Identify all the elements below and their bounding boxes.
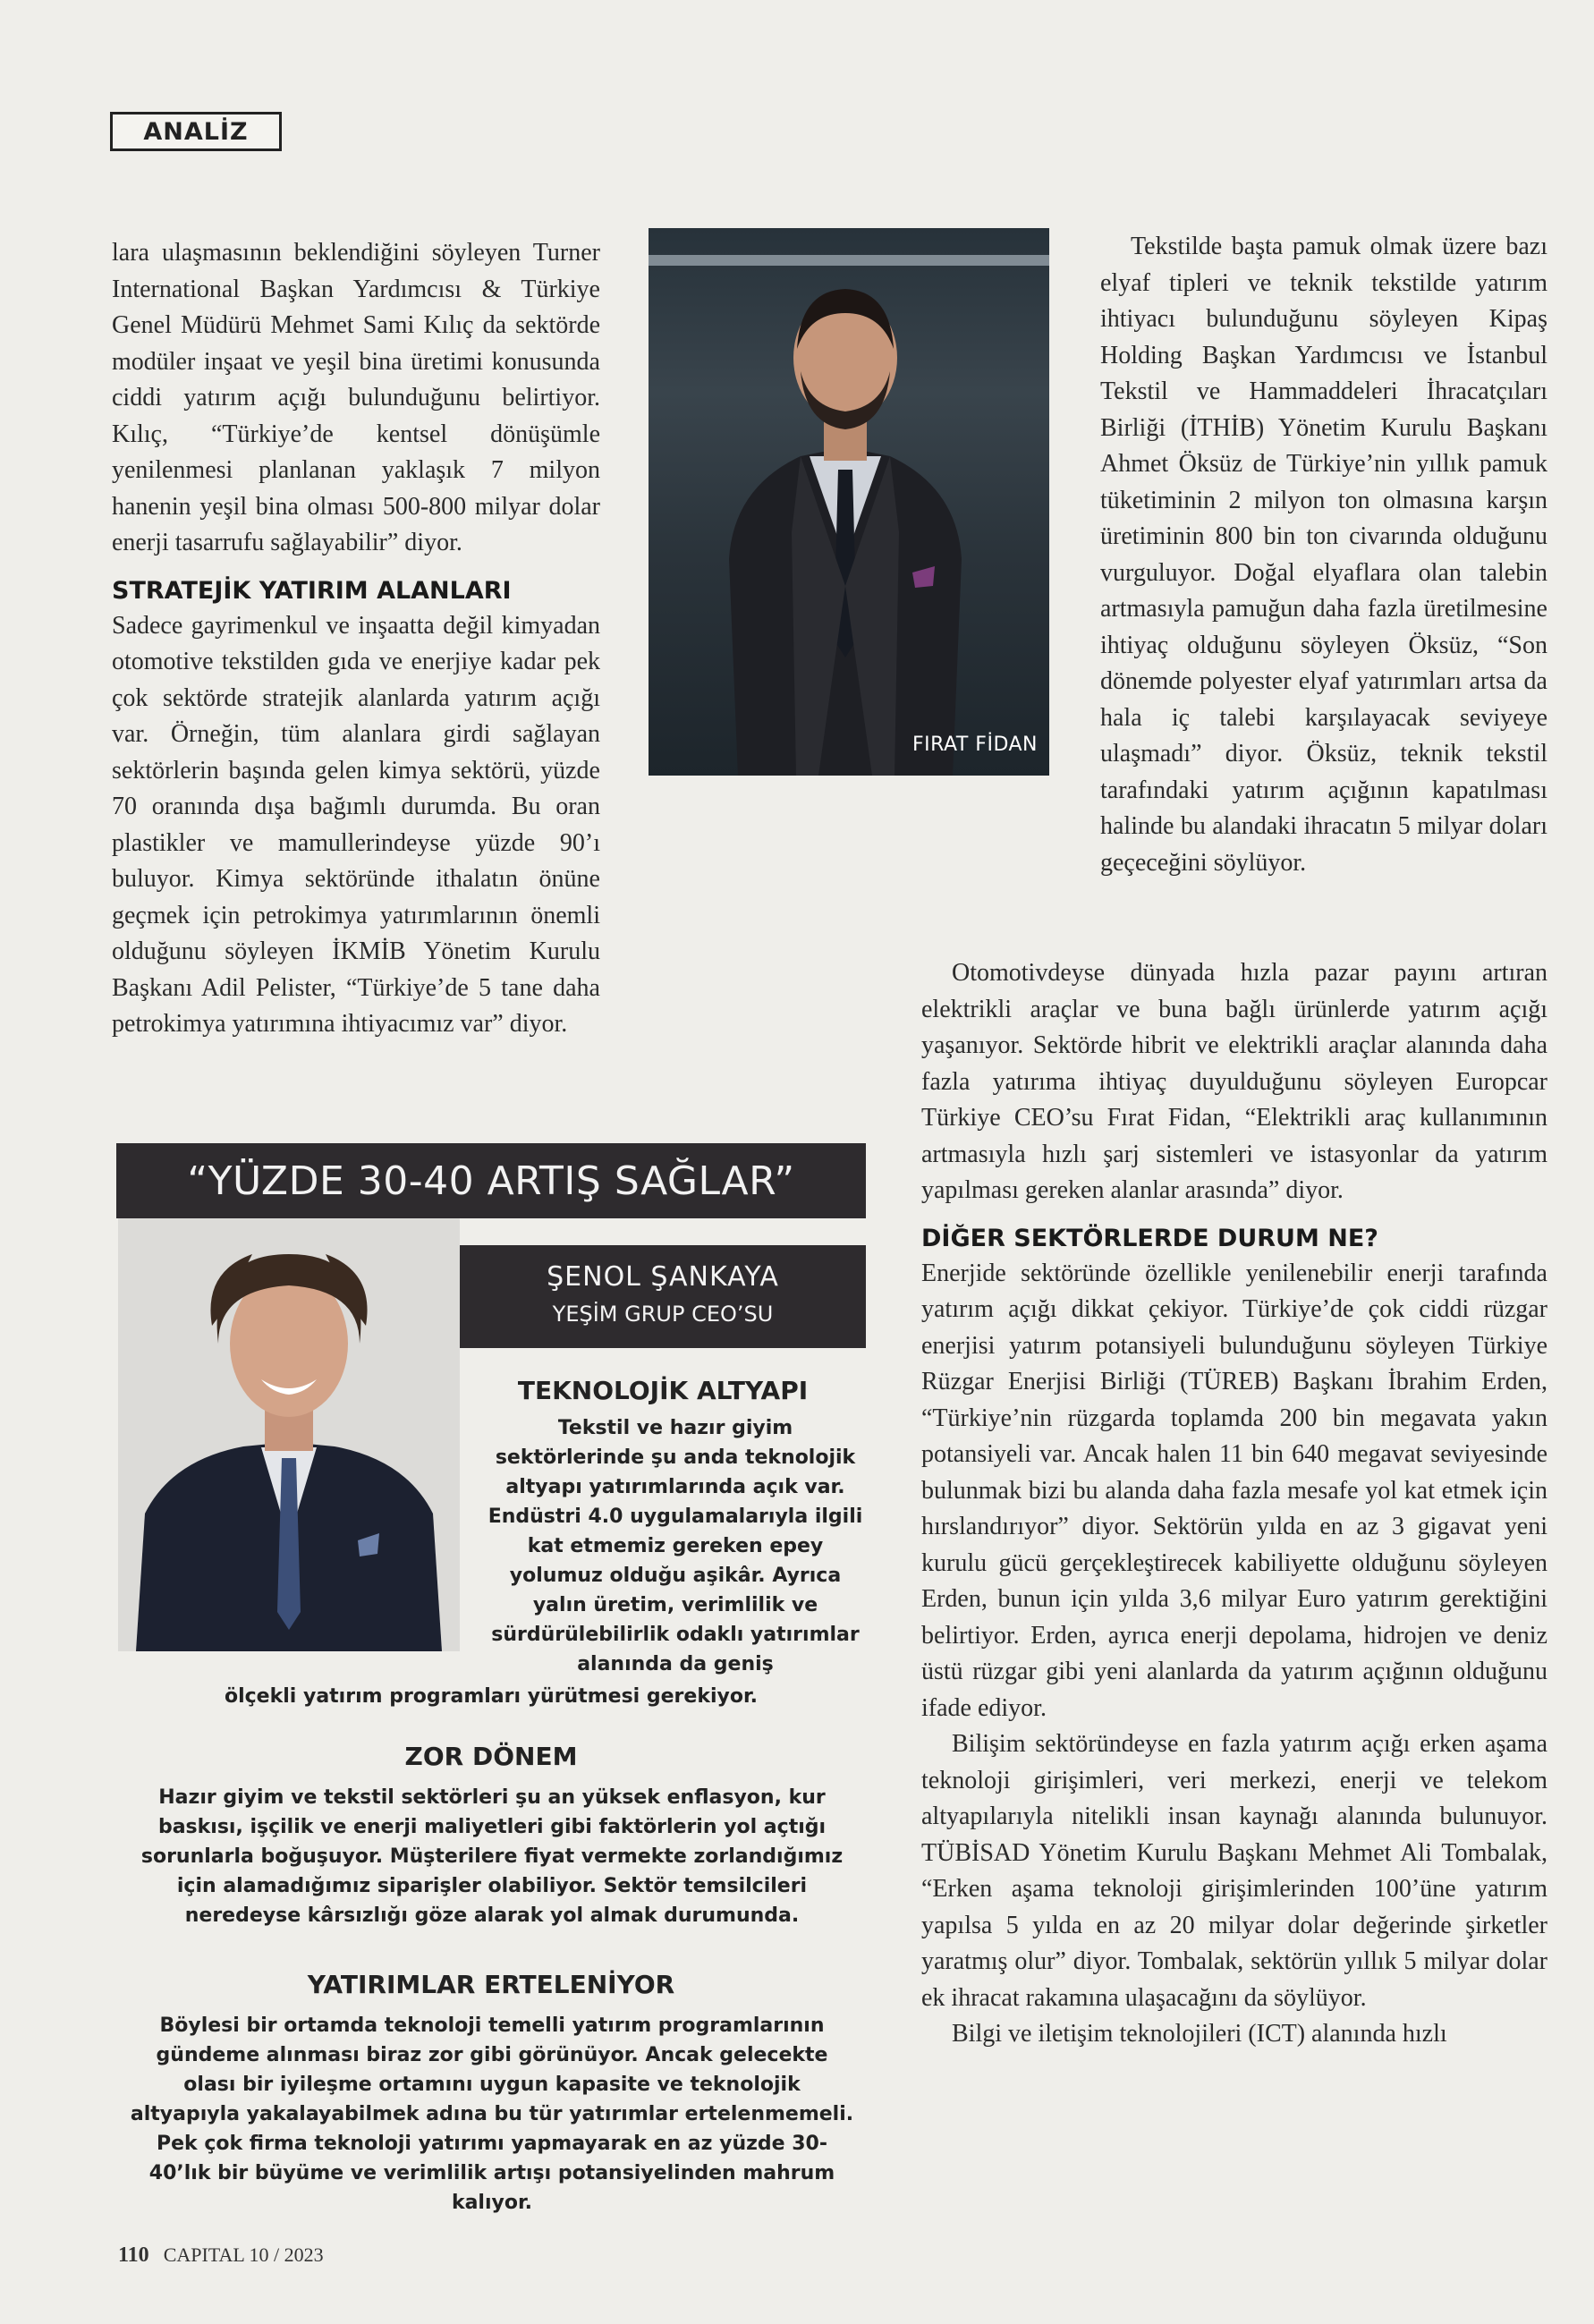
- issue-date: 10 / 2023: [249, 2243, 324, 2266]
- box-heading: TEKNOLOJİK ALTYAPI: [517, 1376, 809, 1405]
- interviewee-name-box: [460, 1245, 866, 1348]
- paragraph: Bilgi ve iletişim teknolojileri (ICT) alanında hızlı: [952, 2020, 1447, 2048]
- box-heading: YATIRIMLAR ERTELENİYOR: [307, 1970, 675, 1999]
- portrait-photo-sankaya: [118, 1218, 460, 1651]
- section-label: ANALİZ: [143, 117, 249, 146]
- section-heading: STRATEJİK YATIRIM ALANLARI: [112, 576, 512, 605]
- paragraph: Enerjide sektöründe özellikle yenilenebilir enerji tarafında yatırım açığı dikkat çekiyor. Türkiye’de çok ciddi rüzgar enerjisi yatırım potansiyeli bulunduğunu söyleyen Türkiye Rüzgar Enerjisi Birliği (TÜREB) Başkanı İbrahim Erden, “Türkiye’nin rüzgarda toplamda 200 bin megavata yakın potansiyeli var. Ancak halen 11 bin 640 megavat seviyesinde bulunmak bizi bu alanda daha fazla mesafe yol kat etmek için hırslandırıyor” diyor. Sektörün yılda en az 3 gigavat yeni kurulu gücü gerçekleştirecek kabiliyette olduğunu söyleyen Erden, bunun için yılda 3,6 milyar Euro yatırım gerektiğini belirtiyor. Erden, ayrıca enerji depolama, hidrojen ve deniz üstü rüzgar gibi yeni alanlarda da yatırım açığının olduğunu ifade ediyor.: [921, 1259, 1547, 1722]
- box-text: Böylesi bir ortamda teknoloji temelli yatırım programlarının gündeme alınması biraz zor gibi görünüyor. Ancak gelecekte olası bir iyileşme ortamını uygun kapasite ve teknolojik altyapıyla yakalayabilmek adına bu tür yatırımlar ertelenmemeli. Pek çok firma teknoloji yatırımı yapmayarak en az yüzde 30-40’lık bir büyüme ve verimlilik artışı potansiyelinden mahrum kalıyor.: [130, 2014, 854, 2214]
- magazine-name: CAPITAL: [163, 2243, 244, 2266]
- paragraph: Otomotivdeyse dünyada hızla pazar payını artıran elektrikli araçlar ve buna bağlı ürünlerde yatırım açığı yaşanıyor. Sektörde hibrit ve elektrikli araçlar alanında daha fazla yatırıma ihtiyaç duyulduğunu söyleyen Europcar Türkiye CEO’su Fırat Fidan, “Elektrikli araç kullanımının artmasıyla hızlı şarj sistemleri ve istasyonlar da yatırım yapılması gereken alanlar arasında” diyor.: [921, 959, 1547, 1204]
- photo-caption: FIRAT FİDAN: [912, 734, 1039, 756]
- box-text: ölçekli yatırım programları yürütmesi gerekiyor.: [224, 1685, 759, 1708]
- interviewee-name: ŞENOL ŞANKAYA: [547, 1261, 779, 1293]
- section-heading: DİĞER SEKTÖRLERDE DURUM NE?: [921, 1224, 1378, 1252]
- box-heading: ZOR DÖNEM: [404, 1742, 578, 1771]
- person-figure: [118, 1218, 460, 1651]
- page-number: 110: [118, 2243, 149, 2267]
- paragraph: Sadece gayrimenkul ve inşaatta değil kimyadan otomotive tekstilden gıda ve enerjiye kadar pek çok sektörde stratejik alanlarda yatırım açığı var. Örneğin, tüm alanlara girdi sağlayan sektörlerin başında gelen kimya sektörü, yüzde 70 oranında dışa bağımlı durumda. Bu oran plastikler ve mamullerindeyse yüzde 90’ı buluyor. Kimya sektöründe ithalatın önüne geçmek için petrokimya yatırımlarının önemli olduğunu söyleyen İKMİB Yönetim Kurulu Başkanı Adil Pelister, “Türkiye’de 5 tane daha petrokimya yatırımına ihtiyacımız var” diyor.: [112, 611, 600, 1038]
- paragraph: Bilişim sektöründeyse en fazla yatırım açığı erken aşama teknoloji girişimleri, veri merkezi, enerji ve telekom altyapılarıyla nitelikli insan kaynağı alanında bulunuyor. TÜBİSAD Yönetim Kurulu Başkanı Mehmet Ali Tombalak, “Erken aşama teknoloji girişimlerinden 100’üne yatırım yapılsa 5 yılda en az 20 milyar dolar değerinde şirketler yaratmış olur” diyor. Tombalak, sektörün yıllık 5 milyar dolar ek ihracat rakamına ulaşacağını da söylüyor.: [921, 1730, 1547, 2012]
- box-text: Tekstil ve hazır giyim sektörlerinde şu anda teknolojik altyapı yatırımlarında açık var. Endüstri 4.0 uygulamalarıyla ilgili kat etmemiz gereken epey yolumuz olduğu aşikâr. Ayrıca yalın üretim, verimlilik ve sürdürülebilirlik odaklı yatırımlar alanında da geniş: [488, 1417, 863, 1675]
- interviewee-role: YEŞİM GRUP CEO’SU: [552, 1302, 774, 1327]
- box-title: “YÜZDE 30-40 ARTIŞ SAĞLAR”: [116, 1143, 866, 1218]
- left-column: [112, 235, 600, 1043]
- paragraph: lara ulaşmasının beklendiğini söyleyen Turner International Başkan Yardımcısı & Türkiye Genel Müdürü Mehmet Sami Kılıç da sektörde modüler inşaat ve yeşil bina üretimi konusunda ciddi yatırım açığı bulunduğunu belirtiyor. Kılıç, “Türkiye’de kentsel dönüşümle yenilenmesi planlanan yaklaşık 7 milyon hanenin yeşil bina olması 500-800 milyar dolar enerji tasarrufu sağlayabilir” diyor.: [112, 239, 600, 556]
- right-column-lower: [921, 955, 1547, 2053]
- right-column: [921, 229, 1547, 881]
- box-text: Hazır giyim ve tekstil sektörleri şu an yüksek enflasyon, kur baskısı, işçilik ve enerji maliyetleri gibi faktörlerin yol açtığı sorunlarla boğuşuyor. Müşterilere fiyat vermekte zorlandığımız için alamadığımız siparişler olabiliyor. Sektör temsilcileri neredeyse kârsızlığı göze alarak yol almak durumunda.: [140, 1786, 844, 1927]
- page-footer: [118, 2243, 324, 2268]
- paragraph: Tekstilde başta pamuk olmak üzere bazı elyaf tipleri ve teknik tekstilde yatırım ihtiyacı bulunduğunu söyleyen Kipaş Holding Başkan Yardımcısı ve İstanbul Tekstil ve Hammaddeleri İhracatçıları Birliği (İTHİB) Yönetim Kurulu Başkanı Ahmet Öksüz de Türkiye’nin yıllık pamuk tüketiminin 2 milyon ton olmasına karşın üretiminin 800 bin ton civarında olduğunu vurguluyor. Doğal elyaflara olan talebin artmasıyla pamuğun daha fazla üretilmesine ihtiyaç olduğunu söyleyen Öksüz, “Son dönemde polyester elyaf yatırımları artsa da hala iç talebi karşılayacak seviyeye ulaşmadı” diyor. Öksüz, teknik tekstil tarafındaki yatırım açığının kapatılması halinde bu alandaki ihracatın 5 milyar doları geçeceğini söylüyor.: [1100, 233, 1547, 877]
- section-tag: [110, 112, 282, 151]
